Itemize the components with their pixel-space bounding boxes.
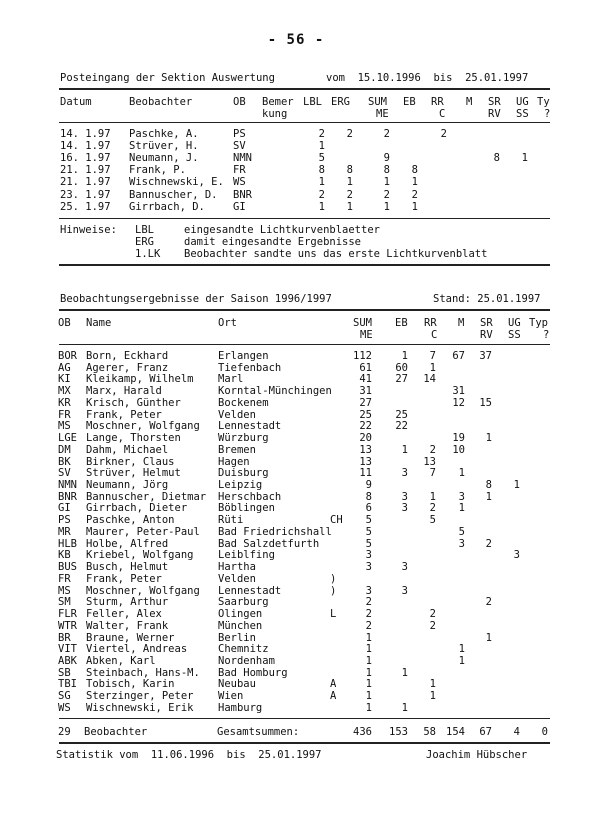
cell-sum: 9 [365, 479, 372, 492]
section1-header-rule [59, 122, 550, 123]
cell-ort: Erlangen [218, 350, 269, 362]
cell-ort: Bremen [218, 443, 256, 456]
cell-ob: DM [58, 443, 71, 456]
cell-ort: Olingen [218, 608, 263, 621]
cell-ort: Bad Friedrichshall [218, 525, 332, 538]
cell-ob: KI [58, 373, 71, 386]
cell-name: Kleikamp, Wilhelm [86, 373, 194, 386]
cell-sum: 27 [359, 396, 372, 409]
section1-end-rule [59, 264, 550, 266]
observer-count: 29 [58, 726, 71, 738]
cell-name: Holbe, Alfred [86, 537, 169, 550]
cell-ob: WTR [58, 619, 77, 632]
cell-eb: 1 [411, 176, 418, 189]
cell-ort: Velden [218, 572, 256, 585]
cell-flag: A [330, 690, 337, 703]
cell-sr: 1 [485, 631, 492, 644]
col-sum-2: ME [360, 329, 373, 341]
cell-name: Steinbach, Hans-M. [86, 666, 200, 679]
cell-m: 1 [458, 502, 465, 515]
col-m: M [466, 96, 473, 108]
cell-sr: 1 [485, 490, 492, 503]
col-rr-2: C [431, 329, 438, 341]
col-datum: Datum [60, 96, 92, 108]
cell-name: Bannuscher, Dietmar [86, 490, 207, 503]
cell-ort: Tiefenbach [218, 361, 282, 374]
cell-eb: 8 [411, 164, 418, 177]
cell-sum: 6 [365, 502, 372, 515]
cell-lbl: 1 [318, 176, 325, 189]
section2-top-rule [59, 309, 550, 311]
col-lbl: LBL [303, 96, 322, 108]
cell-rr: 13 [423, 455, 436, 468]
cell-sr: 8 [493, 152, 500, 165]
cell-rr: 14 [423, 373, 436, 386]
cell-ob: KR [58, 396, 71, 409]
cell-sum: 1 [365, 643, 372, 656]
cell-ort: Leipzig [218, 479, 263, 492]
cell-eb: 3 [401, 490, 408, 503]
cell-ob: ABK [58, 654, 77, 667]
cell-rr: 2 [440, 128, 447, 140]
col-m: M [458, 317, 465, 329]
cell-flag: ) [330, 572, 337, 585]
cell-ort: Hartha [218, 561, 256, 574]
cell-ob: BR [58, 631, 71, 644]
total-m: 154 [446, 726, 465, 738]
cell-rr: 1 [429, 690, 436, 703]
cell-beobachter: Wischnewski, E. [129, 176, 224, 189]
cell-name: Sturm, Arthur [86, 596, 169, 609]
col-ug-1: UG [508, 317, 521, 329]
total-typ: 0 [541, 726, 548, 738]
col-sr-2: RV [488, 108, 501, 120]
cell-name: Dahm, Michael [86, 443, 169, 456]
cell-sum: 5 [365, 514, 372, 527]
cell-sum: 2 [383, 188, 390, 201]
cell-name: Neumann, Jörg [86, 479, 169, 492]
cell-eb: 25 [395, 408, 408, 421]
cell-eb: 1 [401, 350, 408, 362]
cell-sr: 2 [485, 537, 492, 550]
cell-ob: WS [233, 176, 246, 189]
cell-beobachter: Neumann, J. [129, 152, 199, 165]
cell-ob: MS [58, 420, 71, 433]
col-bemerkung-1: Bemer [262, 96, 294, 108]
cell-sum: 5 [365, 537, 372, 550]
cell-flag: A [330, 678, 337, 691]
cell-date: 21. 1.97 [60, 176, 111, 189]
cell-m: 31 [452, 385, 465, 398]
cell-sum: 5 [365, 525, 372, 538]
cell-ort: München [218, 619, 263, 632]
cell-ort: Berlin [218, 631, 256, 644]
col-sum-1: SUM [368, 96, 387, 108]
section1-top-rule [59, 88, 550, 90]
total-ug: 4 [513, 726, 520, 738]
cell-ort: Lennestadt [218, 420, 282, 433]
cell-rr: 2 [429, 608, 436, 621]
cell-ob: PS [58, 514, 71, 527]
cell-sr: 37 [479, 350, 492, 362]
cell-ob: SV [58, 467, 71, 480]
cell-sum: 2 [365, 608, 372, 621]
cell-ob: BOR [58, 350, 77, 362]
cell-ob: MX [58, 385, 71, 398]
hinweis-abbr: 1.LK [135, 248, 161, 260]
cell-sum: 25 [359, 408, 372, 421]
cell-ug: 3 [513, 549, 520, 562]
cell-sum: 1 [383, 200, 390, 213]
cell-name: Girrbach, Dieter [86, 502, 188, 515]
cell-erg: 8 [346, 164, 353, 177]
hinweis-abbr: ERG [135, 236, 154, 248]
cell-ob: WS [58, 701, 71, 714]
total-sr: 67 [479, 726, 492, 738]
cell-ort: Herschbach [218, 490, 282, 503]
cell-eb: 1 [401, 666, 408, 679]
hinweise-label: Hinweise: [60, 224, 117, 236]
cell-m: 10 [452, 443, 465, 456]
cell-ort: Velden [218, 408, 256, 421]
col-sum-2: ME [376, 108, 389, 120]
cell-eb: 60 [395, 361, 408, 374]
cell-eb: 27 [395, 373, 408, 386]
cell-beobachter: Girrbach, D. [129, 200, 205, 213]
cell-sum: 3 [365, 561, 372, 574]
col-sr-1: SR [480, 317, 493, 329]
cell-ob: NMN [58, 479, 77, 492]
cell-m: 67 [452, 350, 465, 362]
cell-ob: GI [233, 200, 246, 213]
cell-ug: 1 [521, 152, 528, 165]
cell-ob: MR [58, 525, 71, 538]
cell-beobachter: Paschke, A. [129, 128, 199, 140]
total-eb: 153 [389, 726, 408, 738]
cell-ort: Hagen [218, 455, 250, 468]
cell-rr: 5 [429, 514, 436, 527]
cell-ob: LGE [58, 432, 77, 445]
col-rr-1: RR [431, 96, 444, 108]
section2-title: Beobachtungsergebnisse der Saison 1996/1997 [60, 293, 332, 305]
cell-ob: BNR [233, 188, 252, 201]
cell-name: Maurer, Peter-Paul [86, 525, 200, 538]
cell-sum: 41 [359, 373, 372, 386]
cell-name: Walter, Frank [86, 619, 169, 632]
cell-name: Paschke, Anton [86, 514, 175, 527]
cell-ob: KB [58, 549, 71, 562]
cell-flag: L [330, 608, 337, 621]
col-sr-2: RV [480, 329, 493, 341]
cell-name: Krisch, Günther [86, 396, 181, 409]
col-rr-2: C [439, 108, 446, 120]
cell-ob: BUS [58, 561, 77, 574]
cell-eb: 1 [401, 701, 408, 714]
cell-sum: 2 [365, 596, 372, 609]
cell-sr: 15 [479, 396, 492, 409]
cell-flag: CH [330, 514, 343, 527]
cell-m: 3 [458, 537, 465, 550]
cell-ob: BK [58, 455, 71, 468]
cell-name: Feller, Alex [86, 608, 162, 621]
col-rr-1: RR [424, 317, 437, 329]
cell-lbl: 2 [318, 128, 325, 140]
cell-sum: 2 [365, 619, 372, 632]
cell-rr: 7 [429, 467, 436, 480]
cell-sr: 8 [485, 479, 492, 492]
cell-ort: Duisburg [218, 467, 269, 480]
cell-sum: 11 [359, 467, 372, 480]
cell-sum: 8 [365, 490, 372, 503]
cell-ort: Saarburg [218, 596, 269, 609]
cell-ob: FR [233, 164, 246, 177]
cell-name: Marx, Harald [86, 385, 162, 398]
cell-beobachter: Strüver, H. [129, 140, 199, 153]
cell-ort: Bockenem [218, 396, 269, 409]
cell-rr: 1 [429, 490, 436, 503]
cell-ort: Böblingen [218, 502, 275, 515]
cell-ort: Neubau [218, 678, 256, 691]
cell-erg: 2 [346, 188, 353, 201]
cell-ort: Würzburg [218, 432, 269, 445]
cell-ob: FR [58, 408, 71, 421]
cell-sum: 9 [383, 152, 390, 165]
col-ug-1: UG [516, 96, 529, 108]
cell-ob: FLR [58, 608, 77, 621]
cell-date: 16. 1.97 [60, 152, 111, 165]
cell-lbl: 1 [318, 140, 325, 153]
cell-ort: Bad Homburg [218, 666, 288, 679]
section2-bottom-rule [59, 718, 550, 719]
cell-ob: VIT [58, 643, 77, 656]
cell-ob: FR [58, 572, 71, 585]
cell-sum: 112 [353, 350, 372, 362]
cell-ort: Marl [218, 373, 244, 386]
cell-name: Birkner, Claus [86, 455, 175, 468]
cell-name: Frank, Peter [86, 572, 162, 585]
section1-bottom-rule [59, 218, 550, 219]
section2-header-rule [59, 344, 550, 345]
col-name: Name [86, 317, 112, 329]
cell-name: Tobisch, Karin [86, 678, 175, 691]
cell-name: Wischnewski, Erik [86, 701, 194, 714]
cell-name: Braune, Werner [86, 631, 175, 644]
cell-eb: 3 [401, 584, 408, 597]
cell-ob: AG [58, 361, 71, 374]
cell-eb: 22 [395, 420, 408, 433]
cell-erg: 1 [346, 200, 353, 213]
cell-rr: 2 [429, 619, 436, 632]
cell-erg: 2 [346, 128, 353, 140]
hinweis-text: eingesandte Lichtkurvenblaetter [184, 224, 380, 236]
cell-name: Agerer, Franz [86, 361, 169, 374]
cell-date: 14. 1.97 [60, 140, 111, 153]
cell-m: 5 [458, 525, 465, 538]
col-typ-2: ? [544, 108, 551, 120]
col-typ-1: Ty [537, 96, 550, 108]
cell-eb: 3 [401, 502, 408, 515]
cell-sum: 13 [359, 455, 372, 468]
section1-title: Posteingang der Sektion Auswertung [60, 72, 275, 84]
cell-eb: 1 [401, 443, 408, 456]
cell-date: 25. 1.97 [60, 200, 111, 213]
cell-flag: ) [330, 584, 337, 597]
cell-date: 23. 1.97 [60, 188, 111, 201]
col-ug-2: SS [508, 329, 521, 341]
cell-ort: Leiblfing [218, 549, 275, 562]
cell-ob: SM [58, 596, 71, 609]
cell-ug: 1 [513, 479, 520, 492]
cell-sum: 3 [365, 584, 372, 597]
col-sr-1: SR [488, 96, 501, 108]
cell-m: 19 [452, 432, 465, 445]
cell-name: Moschner, Wolfgang [86, 420, 200, 433]
hinweis-text: Beobachter sandte uns das erste Lichtkurvenblatt [184, 248, 488, 260]
col-typ-1: Typ [529, 317, 548, 329]
cell-m: 12 [452, 396, 465, 409]
col-ob: OB [233, 96, 246, 108]
cell-ob: NMN [233, 152, 252, 165]
col-ort: Ort [218, 317, 237, 329]
footer-statistik: Statistik vom 11.06.1996 bis 25.01.1997 [56, 749, 322, 761]
cell-ort: Bad Salzdetfurth [218, 537, 320, 550]
total-rr: 58 [423, 726, 436, 738]
cell-sum: 61 [359, 361, 372, 374]
cell-lbl: 1 [318, 200, 325, 213]
cell-sum: 3 [365, 549, 372, 562]
cell-sum: 1 [365, 690, 372, 703]
col-beobachter: Beobachter [129, 96, 193, 108]
page-number: - 56 - [267, 32, 325, 48]
cell-sum: 1 [383, 176, 390, 189]
cell-name: Busch, Helmut [86, 561, 169, 574]
cell-rr: 2 [429, 443, 436, 456]
cell-name: Viertel, Andreas [86, 643, 188, 656]
section1-period: vom 15.10.1996 bis 25.01.1997 [326, 72, 529, 84]
cell-sum: 8 [383, 164, 390, 177]
cell-lbl: 2 [318, 188, 325, 201]
cell-ob: BNR [58, 490, 77, 503]
cell-eb: 3 [401, 561, 408, 574]
hinweis-text: damit eingesandte Ergebnisse [184, 236, 362, 248]
col-ob: OB [58, 317, 71, 329]
cell-lbl: 5 [318, 152, 325, 165]
cell-m: 1 [458, 467, 465, 480]
col-bemerkung-2: kung [262, 108, 288, 120]
cell-sr: 1 [485, 432, 492, 445]
cell-ort: Hamburg [218, 701, 263, 714]
cell-beobachter: Frank, P. [129, 164, 186, 177]
cell-name: Born, Eckhard [86, 350, 169, 362]
cell-rr: 7 [429, 350, 436, 362]
cell-sum: 1 [365, 631, 372, 644]
hinweis-abbr: LBL [135, 224, 154, 236]
cell-ob: PS [233, 128, 246, 140]
col-eb: EB [395, 317, 408, 329]
col-ug-2: SS [516, 108, 529, 120]
col-sum-1: SUM [353, 317, 372, 329]
cell-date: 21. 1.97 [60, 164, 111, 177]
cell-name: Lange, Thorsten [86, 432, 181, 445]
cell-ort: Nordenham [218, 654, 275, 667]
cell-ort: Rüti [218, 514, 244, 527]
cell-ort: Wien [218, 690, 244, 703]
cell-sr: 2 [485, 596, 492, 609]
cell-sum: 1 [365, 666, 372, 679]
cell-ort: Korntal-Münchingen [218, 385, 332, 398]
cell-date: 14. 1.97 [60, 128, 111, 140]
totals-label: Gesamtsummen: [217, 726, 300, 738]
observer-count-label: Beobachter [84, 726, 148, 738]
cell-ob: MS [58, 584, 71, 597]
footer-author: Joachim Hübscher [426, 749, 528, 761]
cell-eb: 1 [411, 200, 418, 213]
cell-name: Moschner, Wolfgang [86, 584, 200, 597]
col-typ-2: ? [543, 329, 550, 341]
col-erg: ERG [331, 96, 350, 108]
cell-sum: 1 [365, 654, 372, 667]
cell-ob: SV [233, 140, 246, 153]
cell-lbl: 8 [318, 164, 325, 177]
cell-ob: SB [58, 666, 71, 679]
cell-name: Strüver, Helmut [86, 467, 181, 480]
cell-m: 1 [458, 643, 465, 656]
cell-sum: 20 [359, 432, 372, 445]
cell-ob: TBI [58, 678, 77, 691]
cell-eb: 2 [411, 188, 418, 201]
cell-ob: GI [58, 502, 71, 515]
cell-ob: SG [58, 690, 71, 703]
cell-name: Kriebel, Wolfgang [86, 549, 194, 562]
cell-m: 1 [458, 654, 465, 667]
col-eb: EB [403, 96, 416, 108]
cell-ort: Chemnitz [218, 643, 269, 656]
cell-rr: 2 [429, 502, 436, 515]
cell-sum: 13 [359, 443, 372, 456]
cell-sum: 2 [383, 128, 390, 140]
cell-sum: 1 [365, 678, 372, 691]
cell-rr: 1 [429, 361, 436, 374]
cell-sum: 1 [365, 701, 372, 714]
section2-stand: Stand: 25.01.1997 [433, 293, 541, 305]
cell-beobachter: Bannuscher, D. [129, 188, 218, 201]
cell-name: Frank, Peter [86, 408, 162, 421]
cell-m: 3 [458, 490, 465, 503]
cell-erg: 1 [346, 176, 353, 189]
cell-sum: 31 [359, 385, 372, 398]
cell-rr: 1 [429, 678, 436, 691]
section2-end-rule [59, 742, 550, 744]
cell-ob: HLB [58, 537, 77, 550]
cell-name: Abken, Karl [86, 654, 156, 667]
cell-sum: 22 [359, 420, 372, 433]
total-sum: 436 [353, 726, 372, 738]
cell-name: Sterzinger, Peter [86, 690, 194, 703]
cell-eb: 3 [401, 467, 408, 480]
cell-ort: Lennestadt [218, 584, 282, 597]
